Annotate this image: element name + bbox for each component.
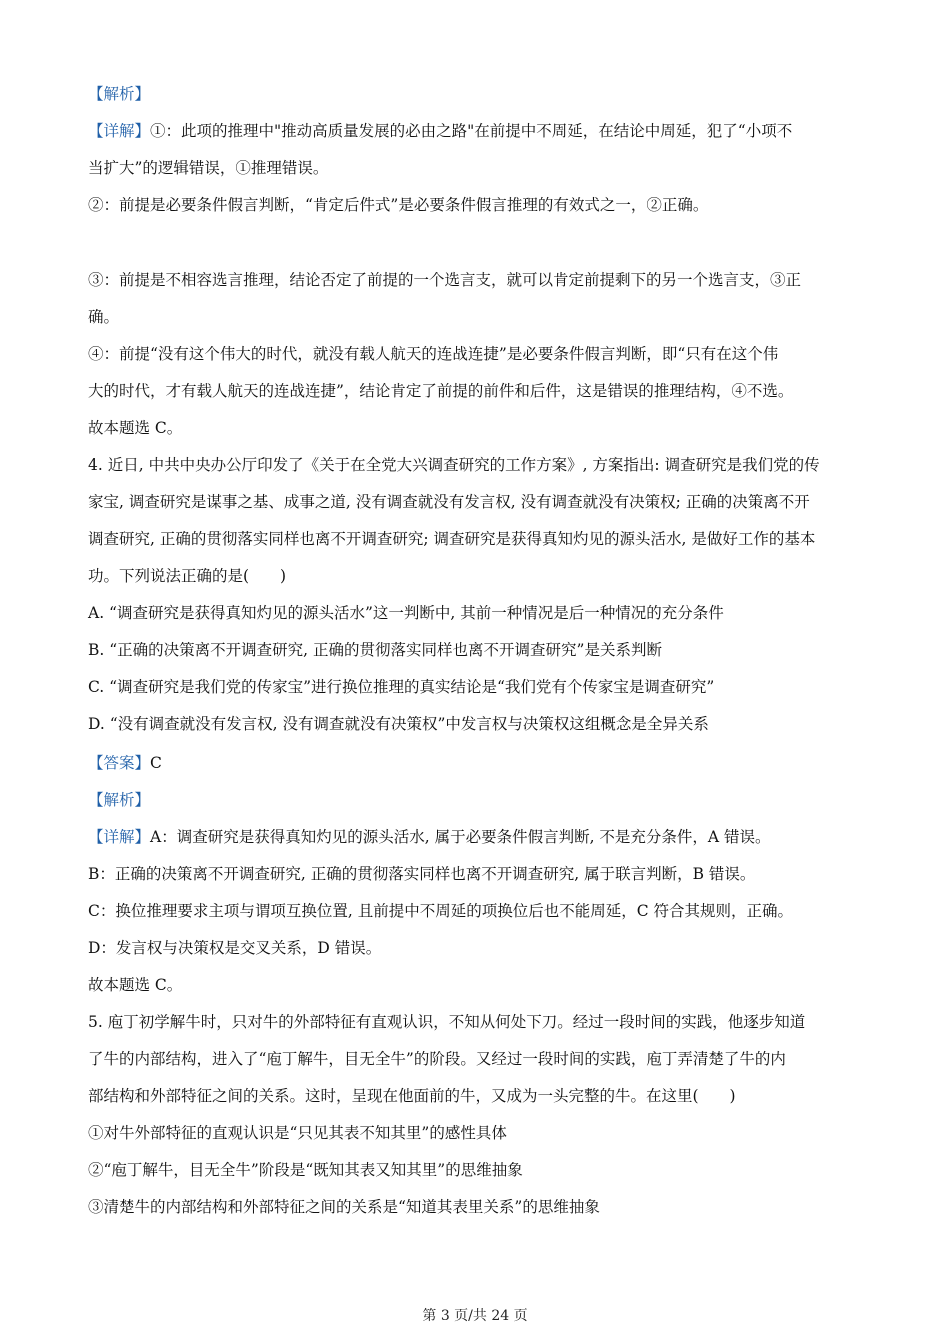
- detail-a: A：调查研究是获得真知灼见的源头活水, 属于必要条件假言判断, 不是充分条件，A 错误。: [150, 828, 771, 846]
- analysis-label: 【解析】: [88, 85, 151, 103]
- question-4-stem-cont: 功。下列说法正确的是( ): [88, 567, 287, 585]
- question-5-stem-cont: 了牛的内部结构，进入了“庖丁解牛，目无全牛”的阶段。又经过一段时间的实践，庖丁弄清楚了牛的内: [88, 1050, 786, 1068]
- question-4-stem: 4. 近日, 中共中央办公厅印发了《关于在全党大兴调查研究的工作方案》, 方案指出: 调查研究是我们党的传: [88, 456, 820, 474]
- detail-b: B：正确的决策离不开调查研究, 正确的贯彻落实同样也离不开调查研究, 属于联言判断，B 错误。: [88, 865, 756, 883]
- answer-value: C: [150, 754, 162, 772]
- q4-conclusion: 故本题选 C。: [88, 976, 183, 994]
- detail-d: D：发言权与决策权是交叉关系，D 错误。: [88, 939, 382, 957]
- detail-text-cont: 当扩大”的逻辑错误，①推理错误。: [88, 159, 329, 177]
- option-a: A. “调查研究是获得真知灼见的源头活水”这一判断中, 其前一种情况是后一种情况的充分条件: [88, 604, 724, 622]
- page-number: 第 3 页/共 24 页: [422, 1308, 528, 1324]
- detail-c: C：换位推理要求主项与谓项互换位置, 且前提中不周延的项换位后也不能周延，C 符合其规则，正确。: [88, 902, 794, 920]
- analysis-item-2: ②：前提是必要条件假言判断，“肯定后件式”是必要条件假言推理的有效式之一，②正确。: [88, 196, 709, 214]
- detail-text: ①：此项的推理中"推动高质量发展的必由之路"在前提中不周延，在结论中周延，犯了“小项不: [150, 122, 793, 140]
- q5-item-1: ①对牛外部特征的直观认识是“只见其表不知其里”的感性具体: [88, 1124, 507, 1142]
- q5-item-2: ②“庖丁解牛，目无全牛”阶段是“既知其表又知其里”的思维抽象: [88, 1161, 523, 1179]
- answer-line: [88, 753, 162, 773]
- analysis-item-3-cont: 确。: [88, 308, 120, 326]
- question-4-stem-cont: 家宝, 调查研究是谋事之基、成事之道, 没有调查就没有发言权, 没有调查就没有决策权; 正确的决策离不开: [88, 493, 810, 511]
- question-5-stem: 5. 庖丁初学解牛时，只对牛的外部特征有直观认识，不知从何处下刀。经过一段时间的实践，他逐步知道: [88, 1013, 806, 1031]
- analysis-conclusion: 故本题选 C。: [88, 419, 183, 437]
- analysis-item-4: ④：前提“没有这个伟大的时代，就没有载人航天的连战连捷”是必要条件假言判断，即“只有在这个伟: [88, 345, 779, 363]
- answer-label: 【答案】: [88, 754, 151, 772]
- analysis-item-4-cont: 大的时代，才有载人航天的连战连捷”，结论肯定了前提的前件和后件，这是错误的推理结构，④不选。: [88, 382, 794, 400]
- analysis-label: 【解析】: [88, 791, 151, 809]
- option-c: C. “调查研究是我们党的传家宝”进行换位推理的真实结论是“我们党有个传家宝是调查研究”: [88, 678, 715, 696]
- question-4-stem-cont: 调查研究, 正确的贯彻落实同样也离不开调查研究; 调查研究是获得真知灼见的源头活水, 是做好工作的基本: [88, 530, 816, 548]
- analysis-item-3: ③：前提是不相容选言推理，结论否定了前提的一个选言支，就可以肯定前提剩下的另一个选言支，③正: [88, 271, 802, 289]
- detail-paragraph: [88, 827, 771, 847]
- question-5-stem-cont: 部结构和外部特征之间的关系。这时，呈现在他面前的牛，又成为一头完整的牛。在这里( ): [88, 1087, 736, 1105]
- option-b: B. “正确的决策离不开调查研究, 正确的贯彻落实同样也离不开调查研究”是关系判断: [88, 641, 662, 659]
- detail-label: 【详解】: [88, 828, 151, 846]
- detail-paragraph: [88, 121, 792, 141]
- q5-item-3: ③清楚牛的内部结构和外部特征之间的关系是“知道其表里关系”的思维抽象: [88, 1198, 600, 1216]
- detail-label: 【详解】: [88, 122, 151, 140]
- option-d: D. “没有调查就没有发言权, 没有调查就没有决策权”中发言权与决策权这组概念是全异关系: [88, 715, 709, 733]
